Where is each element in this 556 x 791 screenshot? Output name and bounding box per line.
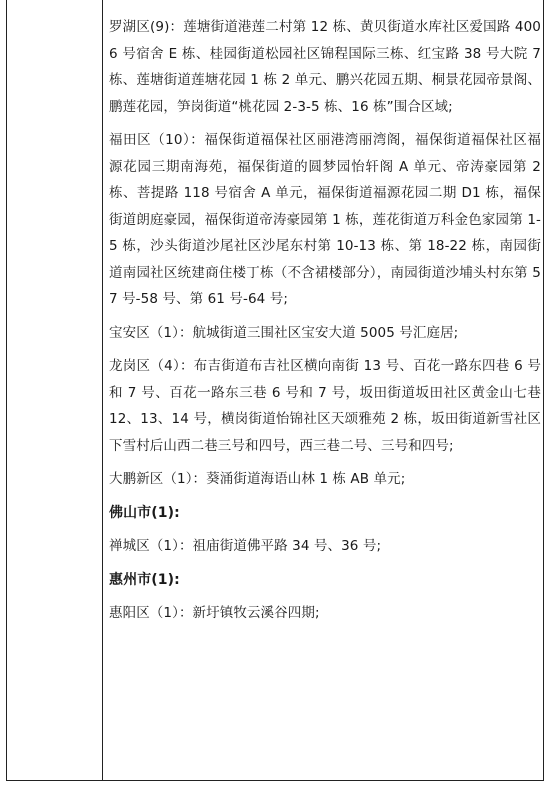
table-left-cell	[7, 0, 102, 780]
heading-foshan-city: 佛山市(1):	[109, 504, 180, 521]
paragraph-chancheng: 禅城区（1）：祖庙街道佛平路 34 号、36 号;	[109, 538, 382, 554]
paragraph-luohu: 罗湖区(9)：莲塘街道港莲二村第 12 栋、黄贝街道水库社区爱国路 4006 号宿舍 E 栋、桂园街道松园社区锦程国际三栋、红宝路 38 号大院 7 栋、莲塘街道莲塘花园 1 栋 2 单元、鹏兴花园五期、桐景花园帝景阁、鹏莲花园，笋岗街道“桃花园 2-3-5 栋、16 栋”围合区域;	[109, 19, 541, 115]
paragraph-huiyang: 惠阳区（1）：新圩镇牧云溪谷四期;	[109, 605, 320, 621]
heading-huizhou-city: 惠州市(1):	[109, 571, 180, 588]
table-right-cell	[103, 0, 543, 780]
paragraph-futian: 福田区（10）：福保街道福保社区丽港湾丽湾阁，福保街道福保社区福源花园三期南海苑，福保街道的圆梦园怡轩阁 A 单元、帝涛豪园第 2 栋、菩提路 118 号宿舍 A 单元，福保街道福源花园二期 D1 栋，福保街道朗庭豪园，福保街道帝涛豪园第 1 栋，莲花街道万科金色家园第 1-5 栋，沙头街道沙尾社区沙尾东村第 10-13 栋、第 18-22 栋，南园街道南园社区统建商住楼丁栋（不含裙楼部分），南园街道沙埔头村东第 57 号-58 号、第 61 号-64 号;	[109, 132, 541, 307]
paragraph-longgang: 龙岗区（4）：布吉街道布吉社区横向南街 13 号、百花一路东四巷 6 号和 7 号、百花一路东三巷 6 号和 7 号，坂田街道坂田社区黄金山七巷 12、13、14 号，横岗街道怡锦社区天颂雅苑 2 栋，坂田街道新雪社区下雪村后山西二巷三号和四号，西三巷二号、三号和四号;	[109, 358, 541, 454]
paragraph-baoan: 宝安区（1）：航城街道三围社区宝安大道 5005 号汇庭居;	[109, 324, 459, 341]
paragraph-dapeng: 大鹏新区（1）：葵涌街道海语山林 1 栋 AB 单元;	[109, 471, 406, 487]
risk-area-table	[6, 0, 544, 781]
